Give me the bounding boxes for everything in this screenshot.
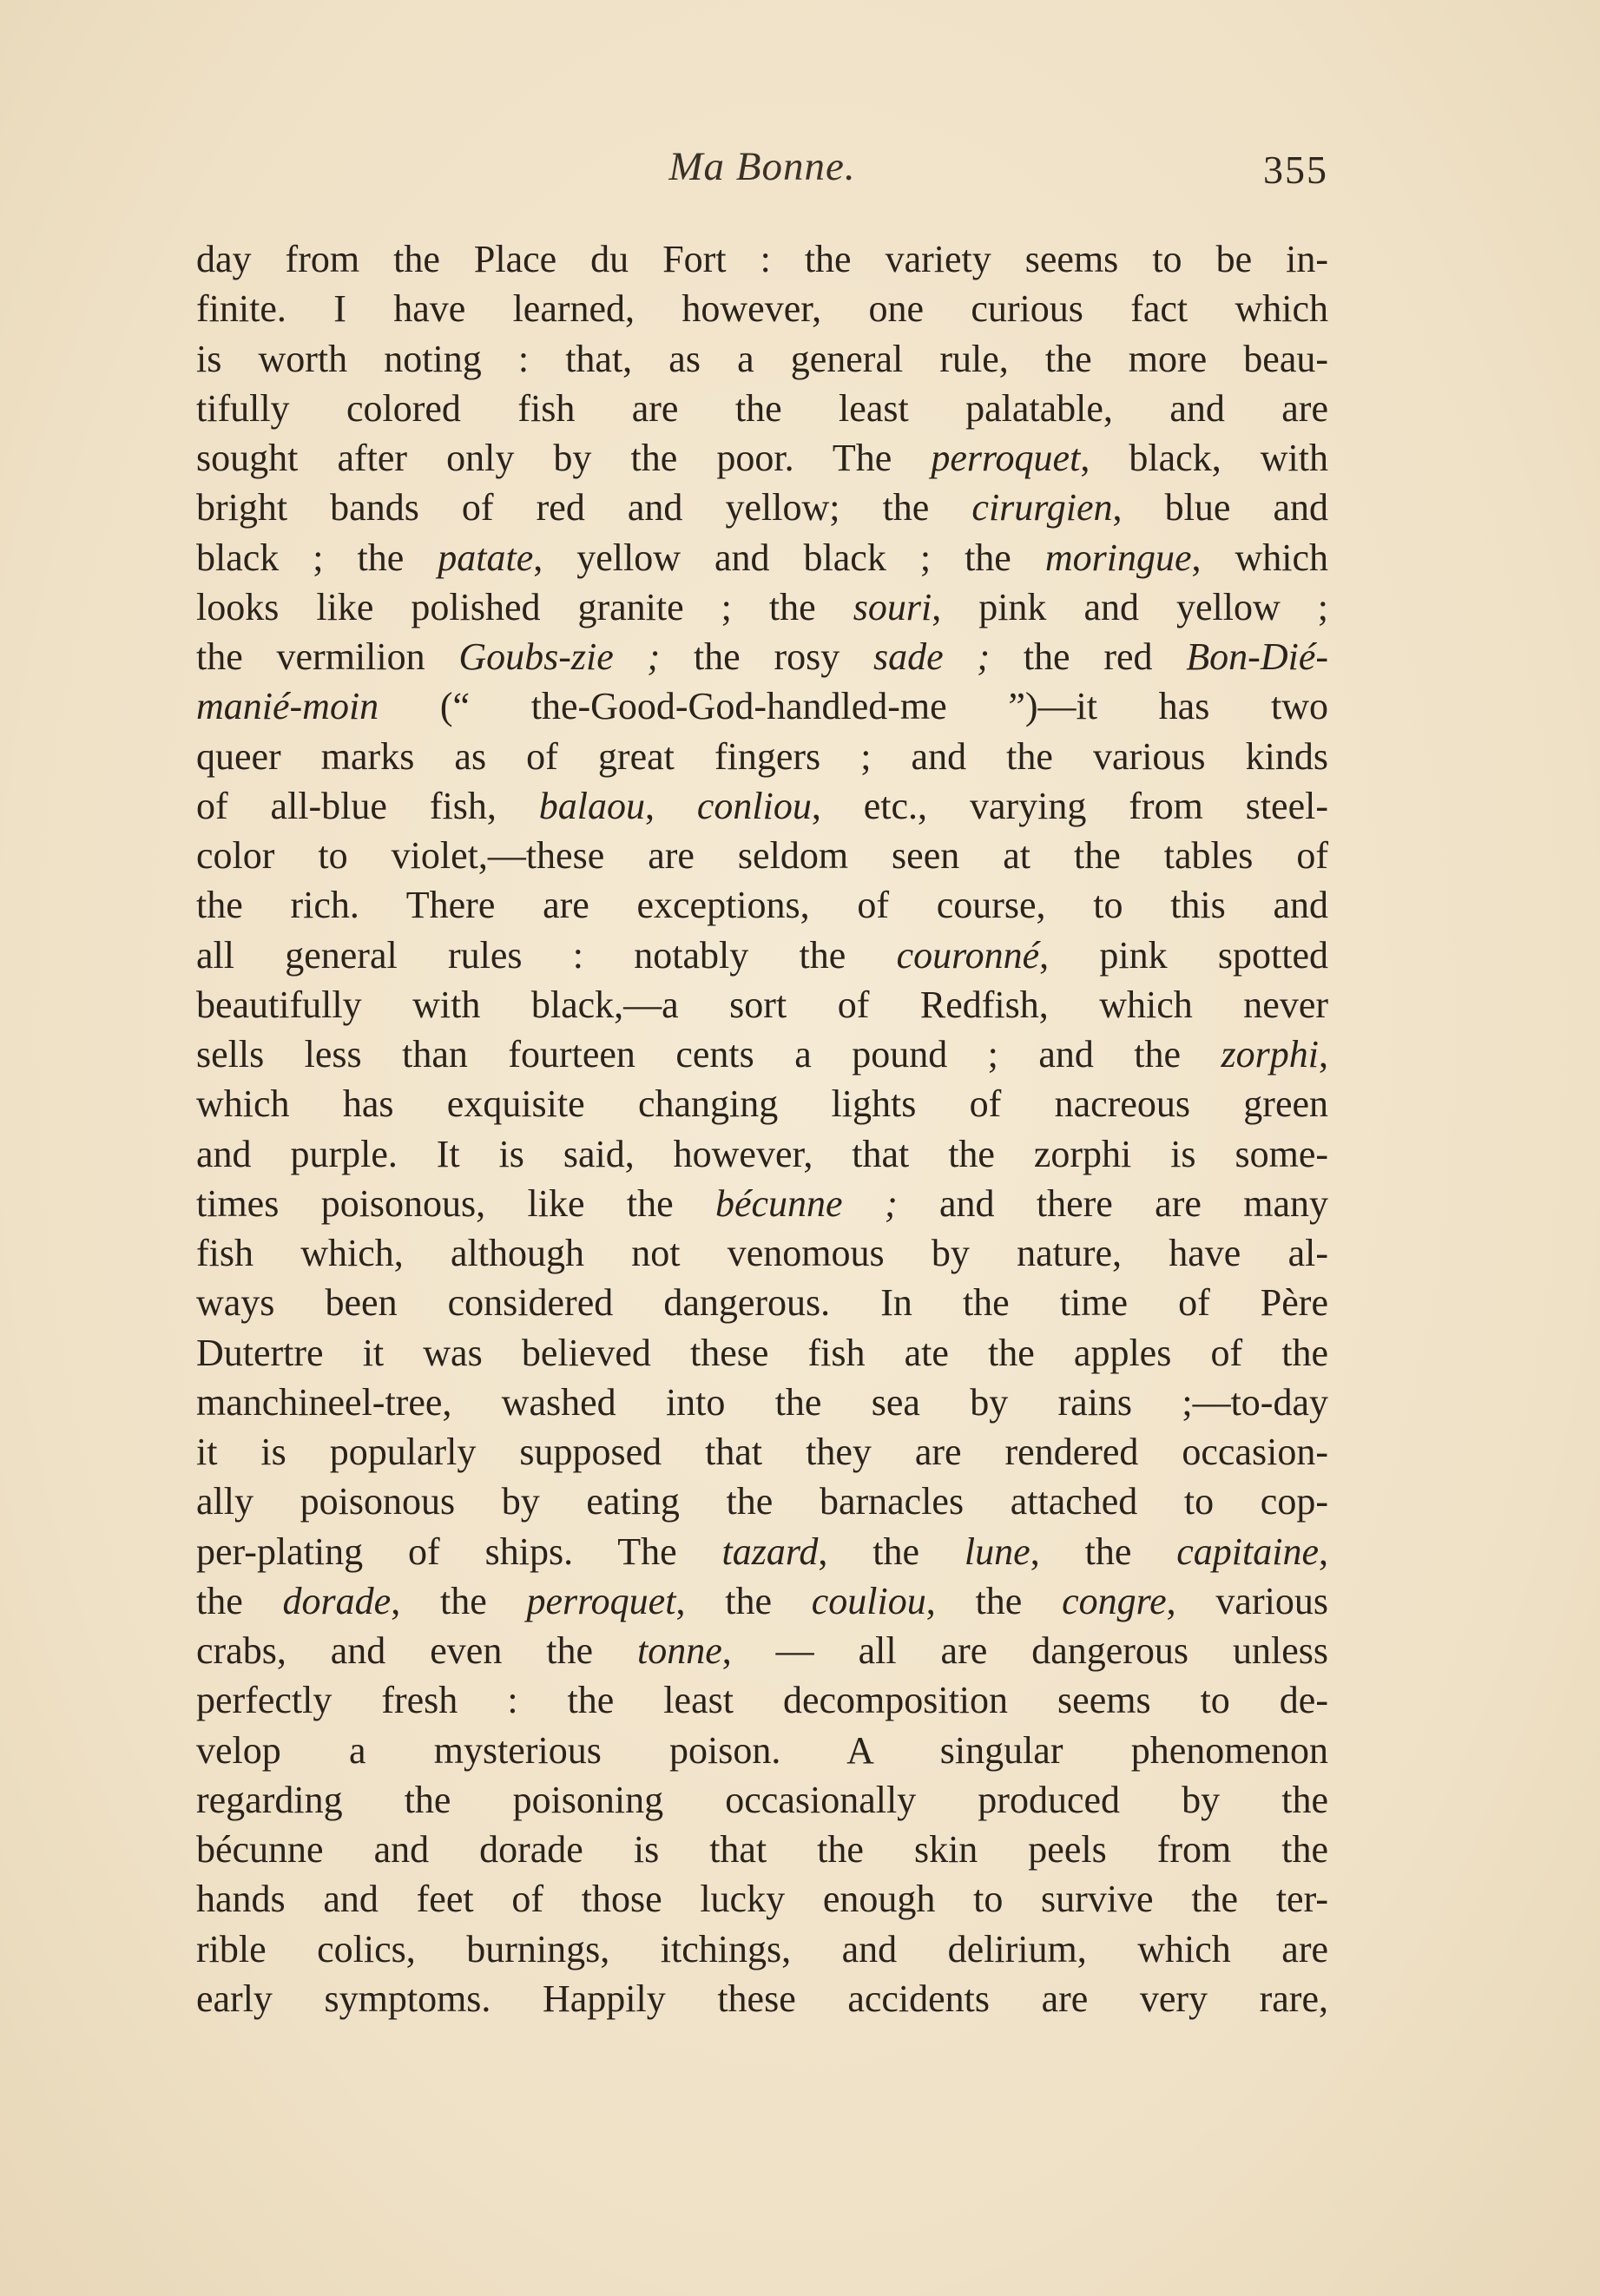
text-run: regarding the poisoning occasionally produced by the bbox=[196, 1778, 1328, 1821]
text-run: , various bbox=[1166, 1579, 1328, 1622]
text-line bbox=[196, 1278, 1328, 1327]
text-line bbox=[196, 732, 1328, 781]
text-line bbox=[196, 234, 1328, 284]
text-run: (“ the-Good-God-handled-me ”)—it has two bbox=[379, 685, 1328, 728]
italic-term: bécunne ; bbox=[715, 1181, 898, 1225]
text-run: , etc., varying from steel- bbox=[811, 784, 1328, 827]
text-run: , the bbox=[1030, 1530, 1177, 1573]
text-line bbox=[196, 1228, 1328, 1278]
text-run: queer marks as of great fingers ; and the various kinds bbox=[196, 734, 1328, 778]
text-run: is worth noting : that, as a general rule, the more beau- bbox=[196, 337, 1328, 380]
text-run: , pink and yellow ; bbox=[932, 585, 1329, 628]
text-run: , bbox=[1318, 1530, 1328, 1573]
text-run: Dutertre it was believed these fish ate the apples of the bbox=[196, 1331, 1328, 1374]
text-line bbox=[196, 831, 1328, 880]
text-run: sought after only by the poor. The bbox=[196, 437, 932, 479]
italic-term: lune bbox=[964, 1530, 1030, 1573]
text-line bbox=[196, 1626, 1328, 1675]
italic-term: congre bbox=[1062, 1579, 1167, 1622]
text-run: sells less than fourteen cents a pound ; and the bbox=[196, 1033, 1221, 1076]
italic-term: zorphi bbox=[1221, 1033, 1319, 1076]
text-line bbox=[196, 483, 1328, 532]
text-line bbox=[196, 384, 1328, 433]
text-run: tifully colored fish are the least palatable, and are bbox=[196, 386, 1328, 430]
text-run: perfectly fresh : the least decomposition seems to de- bbox=[196, 1679, 1328, 1722]
italic-term: couliou bbox=[811, 1579, 926, 1622]
text-run: fish which, although not venomous by nature, have al- bbox=[196, 1232, 1328, 1274]
text-line bbox=[196, 1427, 1328, 1477]
body-text bbox=[196, 234, 1328, 2023]
italic-term: balaou bbox=[538, 784, 645, 827]
italic-term: manié-moin bbox=[196, 685, 379, 728]
text-line bbox=[196, 931, 1328, 980]
text-run: the red bbox=[990, 635, 1187, 678]
text-line bbox=[196, 632, 1328, 681]
text-run: ways been considered dangerous. In the time of Père bbox=[196, 1281, 1328, 1325]
text-line bbox=[196, 1477, 1328, 1526]
text-line bbox=[196, 1726, 1328, 1775]
italic-term: cirurgien bbox=[971, 486, 1113, 530]
text-line bbox=[196, 1527, 1328, 1576]
text-line bbox=[196, 1328, 1328, 1378]
text-line bbox=[196, 1576, 1328, 1626]
italic-term: perroquet bbox=[931, 437, 1081, 479]
text-run: hands and feet of those lucky enough to survive the ter- bbox=[196, 1878, 1328, 1921]
text-line bbox=[196, 533, 1328, 582]
text-line bbox=[196, 1079, 1328, 1128]
text-run: color to violet,—these are seldom seen at the tables of bbox=[196, 834, 1328, 877]
text-run: , the bbox=[818, 1530, 965, 1573]
italic-term: perroquet bbox=[526, 1579, 676, 1622]
italic-term: dorade bbox=[282, 1579, 392, 1622]
text-run: all general rules : notably the bbox=[196, 933, 897, 977]
text-run: , the bbox=[675, 1579, 812, 1622]
text-run: ally poisonous by eating the barnacles attached to cop- bbox=[196, 1480, 1328, 1523]
text-line bbox=[196, 1874, 1328, 1924]
running-title: Ma Bonne. bbox=[668, 144, 856, 189]
running-head bbox=[196, 143, 1328, 195]
text-line bbox=[196, 1825, 1328, 1874]
text-line bbox=[196, 1030, 1328, 1079]
italic-term: patate bbox=[438, 536, 534, 579]
text-line bbox=[196, 1974, 1328, 2023]
text-run: of all-blue fish, bbox=[196, 784, 539, 827]
text-line bbox=[196, 880, 1328, 930]
text-run: per-plating of ships. The bbox=[196, 1530, 722, 1573]
text-run: finite. I have learned, however, one curious fact which bbox=[196, 287, 1328, 331]
text-line bbox=[196, 1924, 1328, 1974]
text-line bbox=[196, 781, 1328, 831]
italic-term: souri bbox=[853, 585, 932, 628]
text-run: beautifully with black,—a sort of Redfish, which never bbox=[196, 983, 1328, 1026]
text-run: , the bbox=[391, 1579, 527, 1622]
text-run: , black, with bbox=[1080, 437, 1329, 479]
text-run: bécunne and dorade is that the skin peels from the bbox=[196, 1828, 1328, 1871]
text-line bbox=[196, 433, 1328, 483]
italic-term: sade ; bbox=[873, 635, 991, 678]
text-line bbox=[196, 334, 1328, 384]
text-run: manchineel-tree, washed into the sea by rains ;—to-day bbox=[196, 1380, 1328, 1424]
text-line bbox=[196, 1675, 1328, 1725]
text-line bbox=[196, 582, 1328, 632]
text-run: crabs, and even the bbox=[196, 1629, 637, 1672]
text-run: , — all are dangerous unless bbox=[721, 1629, 1328, 1672]
text-run: which has exquisite changing lights of nacreous green bbox=[196, 1082, 1328, 1126]
text-line bbox=[196, 1129, 1328, 1179]
text-run: , the bbox=[925, 1579, 1063, 1622]
text-line bbox=[196, 980, 1328, 1030]
page-number: 355 bbox=[1263, 148, 1328, 192]
text-run: and purple. It is said, however, that the zorphi is some- bbox=[196, 1132, 1328, 1175]
italic-term: conliou bbox=[696, 784, 812, 827]
text-line bbox=[196, 1179, 1328, 1228]
italic-term: Goubs-zie ; bbox=[458, 635, 661, 678]
text-run: looks like polished granite ; the bbox=[196, 585, 853, 628]
text-run: the vermilion bbox=[196, 635, 459, 678]
text-run: times poisonous, like the bbox=[196, 1181, 715, 1225]
text-run: , bbox=[1319, 1033, 1328, 1076]
italic-term: tazard bbox=[721, 1530, 819, 1573]
text-run: , bbox=[644, 784, 697, 827]
text-run: the rich. There are exceptions, of course, to this and bbox=[196, 884, 1328, 927]
text-run: , pink spotted bbox=[1039, 933, 1328, 977]
text-line bbox=[196, 681, 1328, 731]
text-line bbox=[196, 284, 1328, 333]
text-run: , blue and bbox=[1112, 486, 1328, 530]
italic-term: couronné bbox=[896, 933, 1040, 977]
text-run: it is popularly supposed that they are rendered occasion- bbox=[196, 1431, 1328, 1473]
text-run: rible colics, burnings, itchings, and delirium, which are bbox=[196, 1927, 1328, 1970]
text-run: day from the Place du Fort : the variety seems to be in- bbox=[196, 238, 1328, 280]
italic-term: Bon-Dié- bbox=[1186, 635, 1329, 678]
text-run: the bbox=[196, 1579, 283, 1622]
text-line bbox=[196, 1775, 1328, 1825]
text-run: , which bbox=[1191, 536, 1329, 579]
text-run: bright bands of red and yellow; the bbox=[196, 486, 972, 530]
text-run: early symptoms. Happily these accidents are very rare, bbox=[196, 1977, 1328, 2020]
text-run: and there are many bbox=[897, 1181, 1328, 1225]
italic-term: tonne bbox=[636, 1629, 722, 1672]
italic-term: moringue bbox=[1044, 536, 1192, 579]
text-run: , yellow and black ; the bbox=[533, 536, 1045, 579]
text-run: black ; the bbox=[196, 536, 438, 579]
text-run: the rosy bbox=[660, 635, 874, 678]
text-line bbox=[196, 1378, 1328, 1427]
italic-term: capitaine bbox=[1176, 1530, 1319, 1573]
text-run: velop a mysterious poison. A singular phenomenon bbox=[196, 1728, 1328, 1772]
